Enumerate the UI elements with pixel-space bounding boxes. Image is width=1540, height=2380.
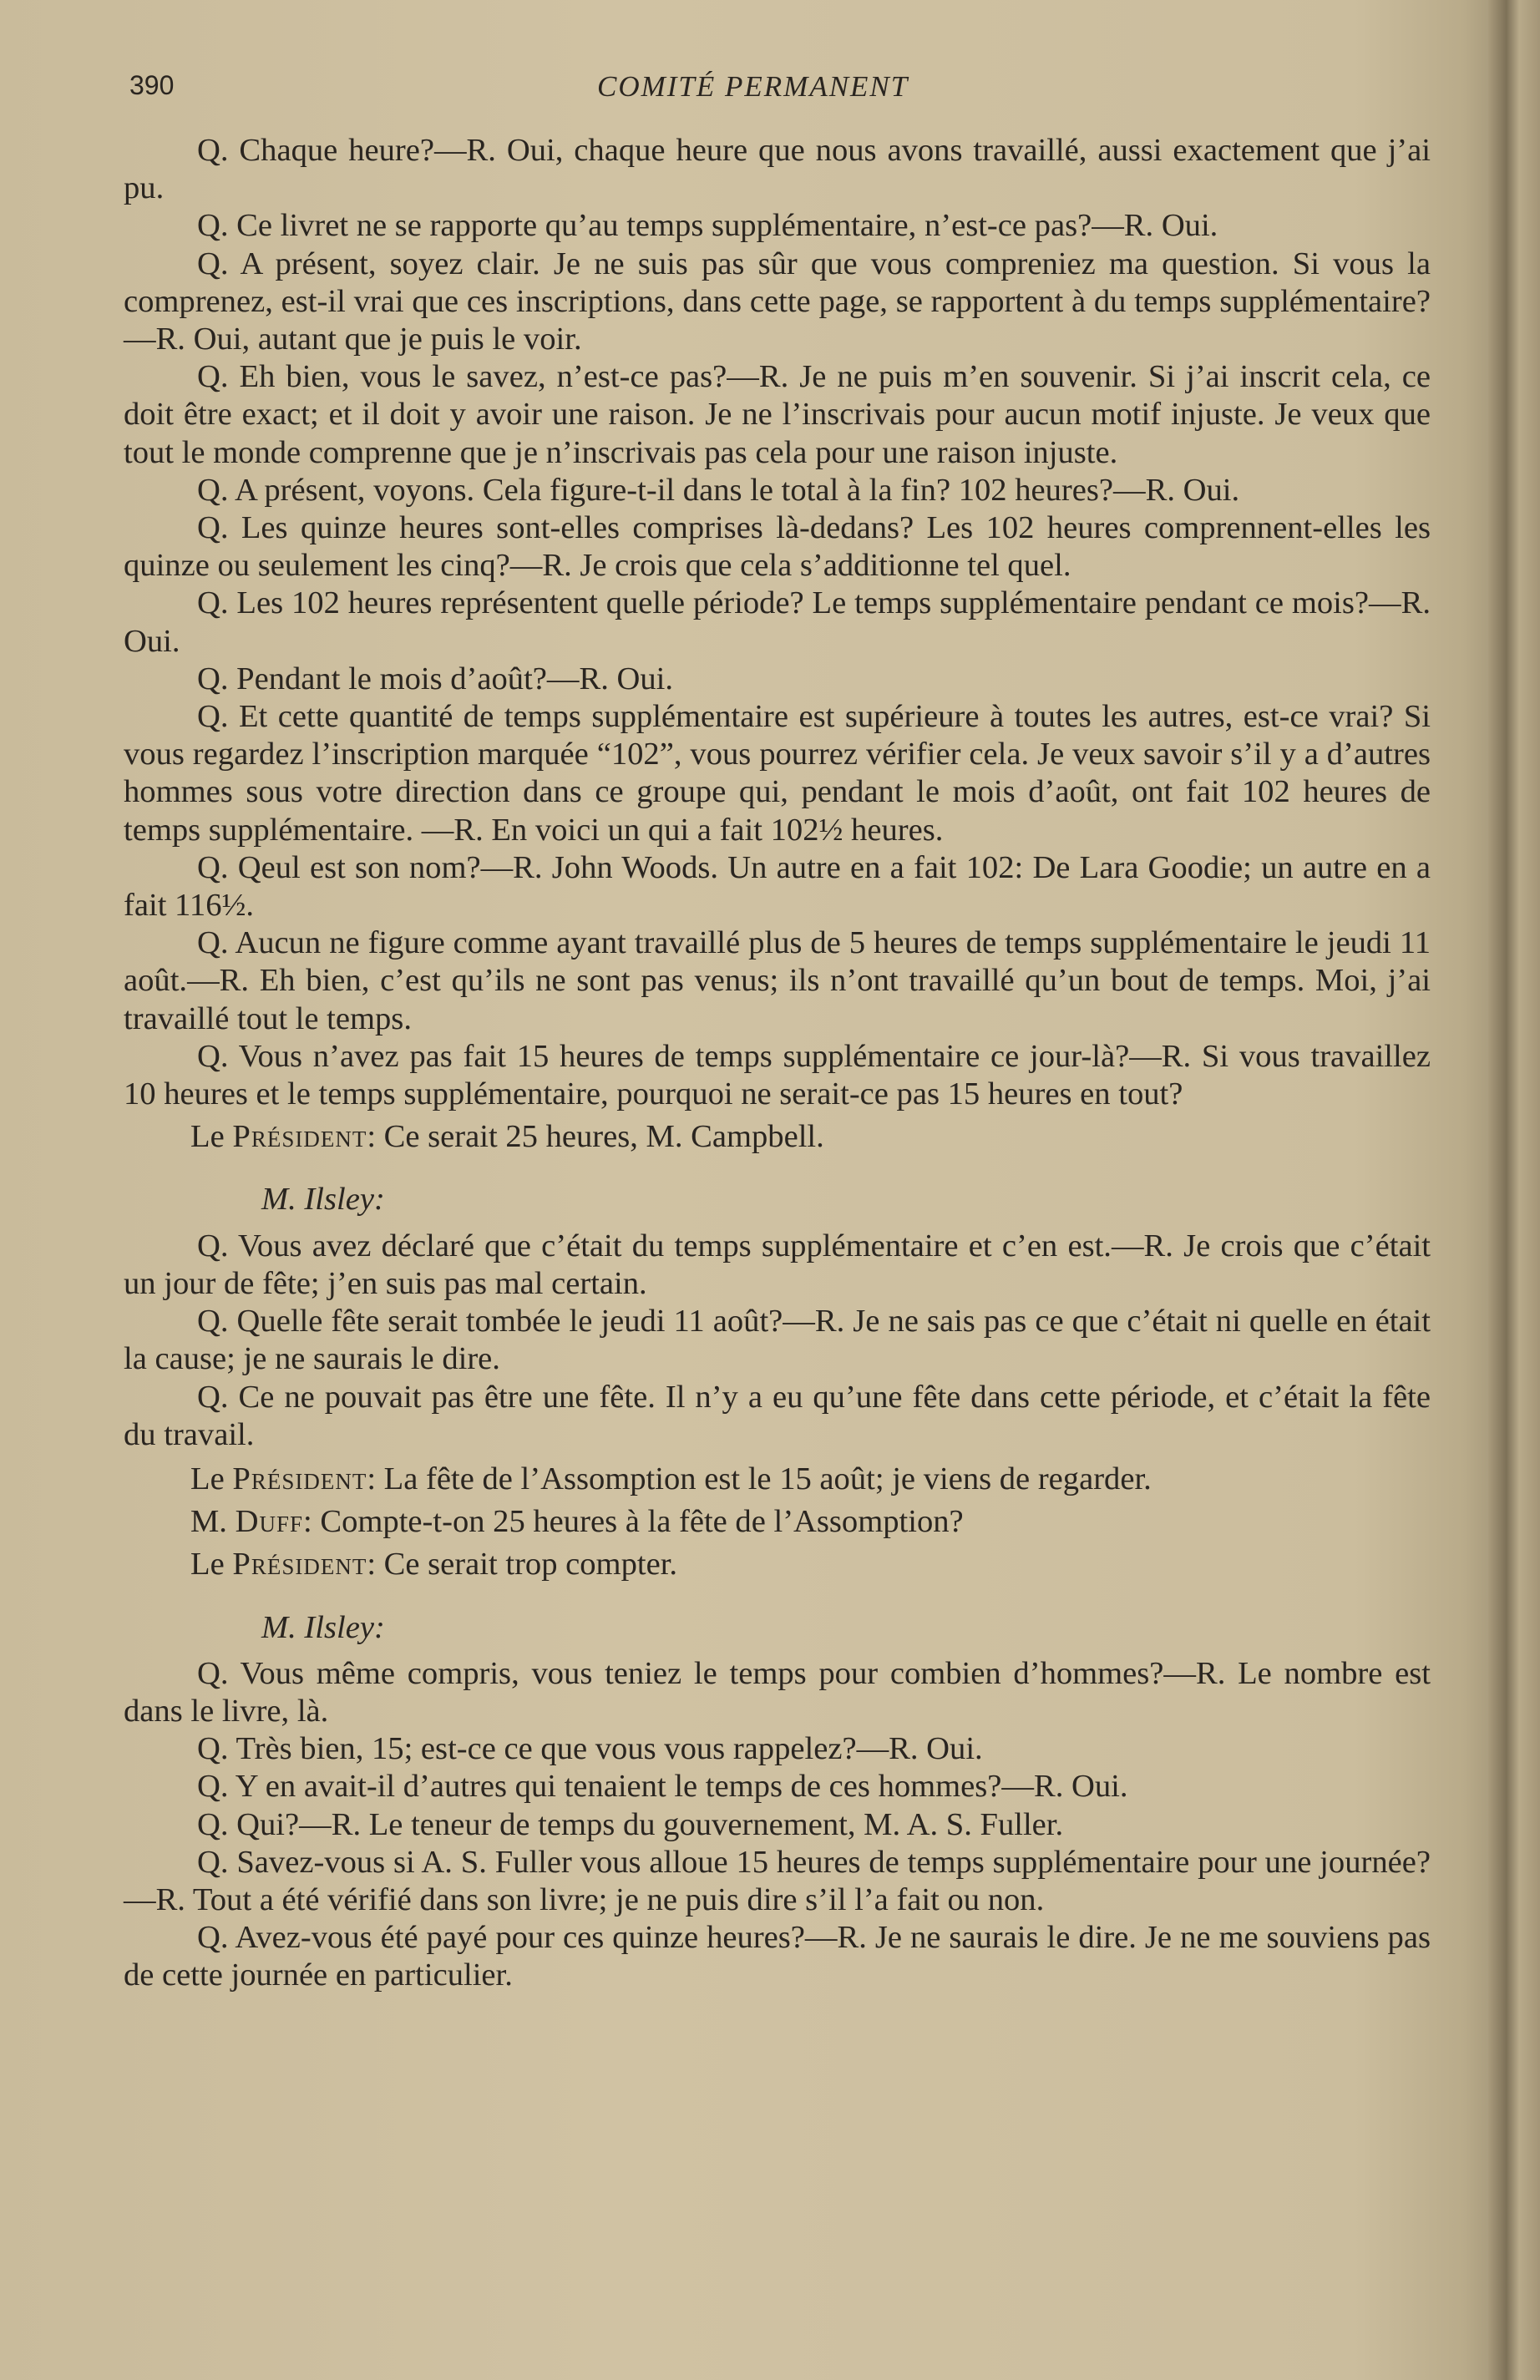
qa-paragraph: Q. Les 102 heures représentent quelle période? Le temps supplémentaire pendant ce mois?—R. Oui. bbox=[124, 585, 1431, 659]
page-number: 390 bbox=[129, 70, 175, 100]
speaker-heading: M. Ilsley: bbox=[261, 1182, 385, 1218]
qa-paragraph: Q. Et cette quantité de temps supplémentaire est supérieure à toutes les autres, est-ce vrai? Si vous regardez l’inscription marquée “102”, vous pourrez vérifier cela. Je veux savoir s’il y a d’autres hommes sous votre direction dans ce groupe qui, pendant le mois d’août, ont fait 102 heures de temps supplémentaire. —R. En voici un qui a fait 102½ heures. bbox=[124, 699, 1431, 848]
speaker-title: Le bbox=[190, 1461, 225, 1496]
qa-paragraph: Q. A présent, soyez clair. Je ne suis pas sûr que vous compreniez ma question. Si vous la comprenez, est-il vrai que ces inscriptions, dans cette page, se rapportent à du temps supplémentaire?—R. Oui, autant que je puis le voir. bbox=[124, 246, 1431, 357]
speaker-title: Le bbox=[190, 1119, 225, 1155]
duff-statement bbox=[124, 1503, 1431, 1541]
qa-paragraph: Q. Ce ne pouvait pas être une fête. Il n’y a eu qu’une fête dans cette période, et c’était la fête du travail. bbox=[124, 1379, 1431, 1452]
qa-paragraph: Q. Vous n’avez pas fait 15 heures de temps supplémentaire ce jour-là?—R. Si vous travaillez 10 heures et le temps supplémentaire, pourquoi ne serait-ce pas 15 heures en tout? bbox=[124, 1038, 1431, 1112]
spacer bbox=[124, 1454, 1431, 1461]
qa-paragraph: Q. A présent, voyons. Cela figure-t-il dans le total à la fin? 102 heures?—R. Oui. bbox=[197, 472, 1240, 508]
qa-paragraph: Q. Vous même compris, vous teniez le temps pour combien d’hommes?—R. Le nombre est dans le livre, là. bbox=[124, 1655, 1431, 1729]
qa-paragraph: Q. Avez-vous été payé pour ces quinze heures?—R. Je ne saurais le dire. Je ne me souviens pas de cette journée en particulier. bbox=[124, 1920, 1431, 1993]
chair-statement bbox=[124, 1118, 1431, 1156]
chair-statement bbox=[124, 1461, 1431, 1498]
page-header bbox=[129, 67, 1432, 117]
qa-paragraph: Q. Eh bien, vous le savez, n’est-ce pas?—R. Je ne puis m’en souvenir. Si j’ai inscrit cela, ce doit être exact; et il doit y avoir une raison. Je ne l’inscrivais pour aucun motif injuste. Je veux que tout le monde comprenne que je n’inscrivais pas cela pour une raison injuste. bbox=[124, 359, 1431, 470]
qa-paragraph: Q. Y en avait-il d’autres qui tenaient le temps de ces hommes?—R. Oui. bbox=[197, 1769, 1128, 1805]
qa-paragraph: Q. Vous avez déclaré que c’était du temps supplémentaire et c’en est.—R. Je crois que c’était un jour de fête; j’en suis pas mal certain. bbox=[124, 1228, 1431, 1301]
speaker-name: Duff bbox=[235, 1504, 304, 1540]
qa-paragraph: Q. Quelle fête serait tombée le jeudi 11 août?—R. Je ne sais pas ce que c’était ni quelle en était la cause; je ne saurais le dire. bbox=[124, 1304, 1431, 1377]
statement-text: : Ce serait trop compter. bbox=[367, 1547, 678, 1582]
transcript-body bbox=[124, 132, 1431, 1995]
qa-paragraph: Q. Pendant le mois d’août?—R. Oui. bbox=[197, 661, 674, 696]
running-head: COMITÉ PERMANENT bbox=[597, 70, 909, 103]
qa-paragraph: Q. Très bien, 15; est-ce ce que vous vous rappelez?—R. Oui. bbox=[197, 1731, 983, 1767]
qa-paragraph: Q. Qui?—R. Le teneur de temps du gouvernement, M. A. S. Fuller. bbox=[197, 1806, 1064, 1842]
speaker-role: Président bbox=[232, 1461, 367, 1496]
book-binding-edge bbox=[1488, 0, 1540, 2380]
statement-text: : La fête de l’Assomption est le 15 août; je viens de regarder. bbox=[367, 1461, 1152, 1496]
chair-statement bbox=[124, 1546, 1431, 1583]
speaker-title: Le bbox=[190, 1547, 225, 1582]
qa-paragraph: Q. Qeul est son nom?—R. John Woods. Un autre en a fait 102: De Lara Goodie; un autre en a fait 116½. bbox=[124, 849, 1431, 924]
speaker-role: Président bbox=[232, 1547, 367, 1582]
qa-paragraph: Q. Les quinze heures sont-elles comprises là-dedans? Les 102 heures comprennent-elles les quinze ou seulement les cinq?—R. Je crois que cela s’additionne tel quel. bbox=[124, 510, 1431, 584]
statement-text: : Ce serait 25 heures, M. Campbell. bbox=[367, 1119, 824, 1155]
statement-text: : Compte-t-on 25 heures à la fête de l’Assomption? bbox=[303, 1504, 964, 1540]
speaker-role: Président bbox=[232, 1119, 367, 1155]
qa-paragraph: Q. Savez-vous si A. S. Fuller vous alloue 15 heures de temps supplémentaire pour une journée?—R. Tout a été vérifié dans son livre; je ne puis dire s’il l’a fait ou non. bbox=[124, 1844, 1431, 1917]
qa-paragraph: Q. Chaque heure?—R. Oui, chaque heure que nous avons travaillé, aussi exactement que j’ai pu. bbox=[124, 133, 1431, 206]
speaker-title: M. bbox=[190, 1504, 227, 1540]
qa-paragraph: Q. Ce livret ne se rapporte qu’au temps supplémentaire, n’est-ce pas?—R. Oui. bbox=[197, 208, 1218, 244]
speaker-heading: M. Ilsley: bbox=[261, 1609, 385, 1645]
qa-paragraph: Q. Aucun ne figure comme ayant travaillé plus de 5 heures de temps supplémentaire le jeudi 11 août.—R. Eh bien, c’est qu’ils ne sont pas venus; ils n’ont travaillé qu’un bout de temps. Moi, j’ai travaillé tout le temps. bbox=[124, 925, 1431, 1036]
